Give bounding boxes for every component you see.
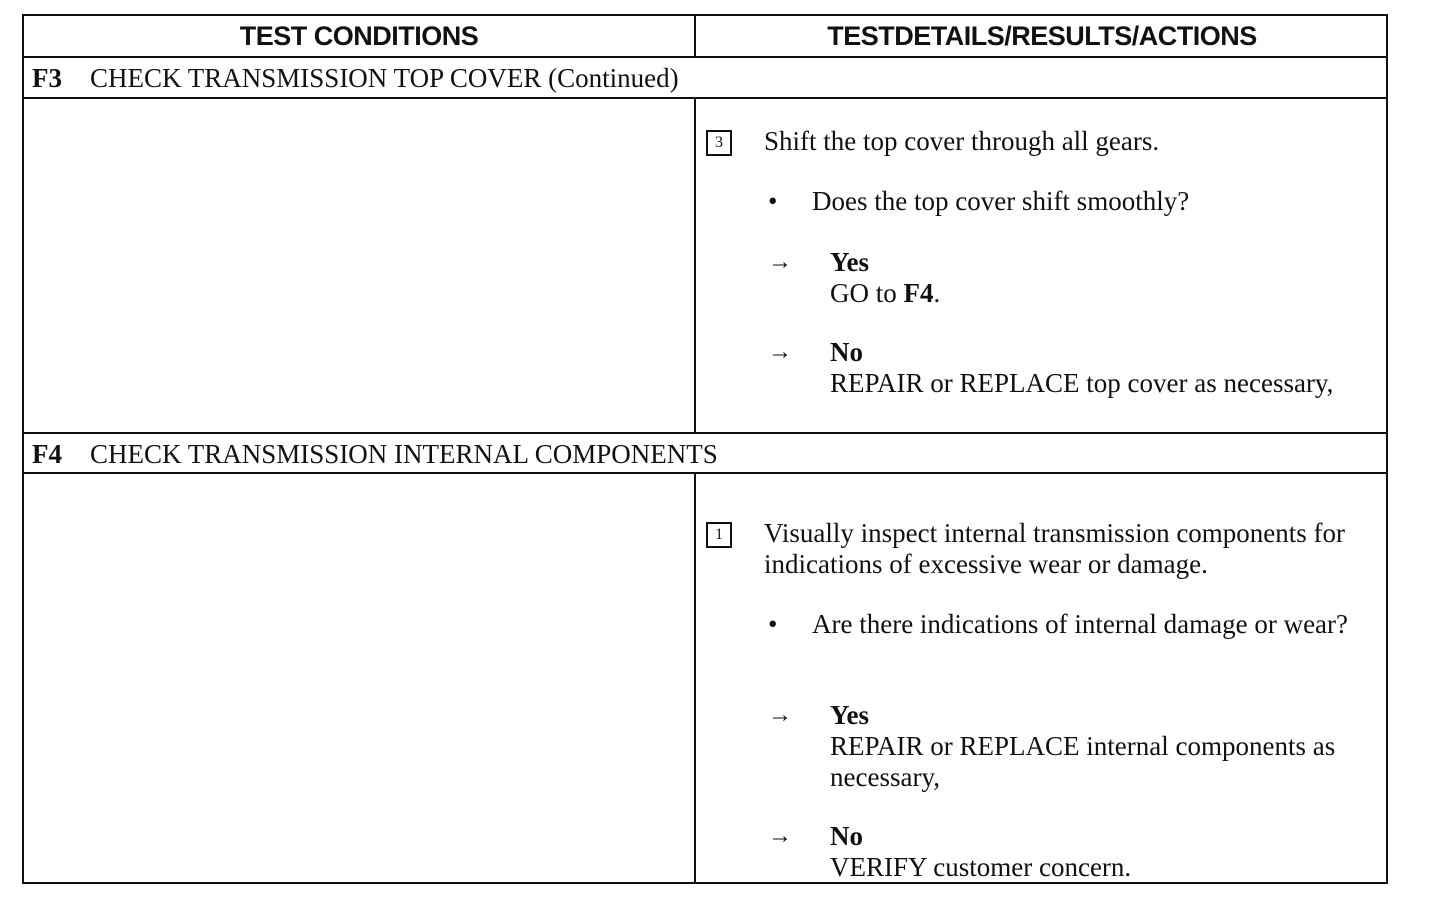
result-action: REPAIR or REPLACE internal components as necessary, — [830, 731, 1336, 792]
column-divider — [694, 472, 696, 884]
bullet-icon: • — [768, 609, 778, 639]
result-label: No — [830, 337, 863, 367]
arrow-right-icon: → — [768, 339, 792, 365]
result-action: GO to F4. — [830, 278, 941, 308]
question-text: Does the top cover shift smoothly? — [812, 186, 1190, 216]
question-text: Are there indications of internal damage or wear? — [812, 609, 1349, 639]
result-action: VERIFY customer concern. — [830, 852, 1132, 882]
diagnostic-table — [22, 14, 1388, 884]
section-title-text: CHECK TRANSMISSION INTERNAL COMPONENTS — [90, 438, 718, 469]
section-title-f4 — [24, 434, 1386, 474]
section-title-text: CHECK TRANSMISSION TOP COVER (Continued) — [90, 62, 679, 93]
arrow-right-icon: → — [768, 702, 792, 728]
result-action: REPAIR or REPLACE top cover as necessary, — [830, 368, 1334, 398]
arrow-right-icon: → — [768, 249, 792, 275]
step-number-box: 3 — [706, 130, 732, 156]
step-number-box: 1 — [706, 522, 732, 548]
section-id: F3 — [32, 62, 62, 93]
step-reference: F4 — [903, 278, 934, 308]
step-text: Shift the top cover through all gears. — [764, 126, 1160, 156]
result-label: No — [830, 821, 863, 851]
section-title-f3 — [24, 58, 1386, 98]
column-divider — [694, 97, 696, 433]
result-label: Yes — [830, 247, 869, 277]
result-label: Yes — [830, 700, 869, 730]
header-test-details: TESTDETAILS/RESULTS/ACTIONS — [827, 20, 1257, 51]
section-id: F4 — [32, 438, 62, 469]
bullet-icon: • — [768, 186, 778, 216]
step-text: Visually inspect internal transmission components for indications of excessive wear or damage. — [764, 518, 1346, 579]
arrow-right-icon: → — [768, 823, 792, 849]
header-divider — [694, 16, 696, 56]
header-test-conditions: TEST CONDITIONS — [239, 20, 479, 51]
